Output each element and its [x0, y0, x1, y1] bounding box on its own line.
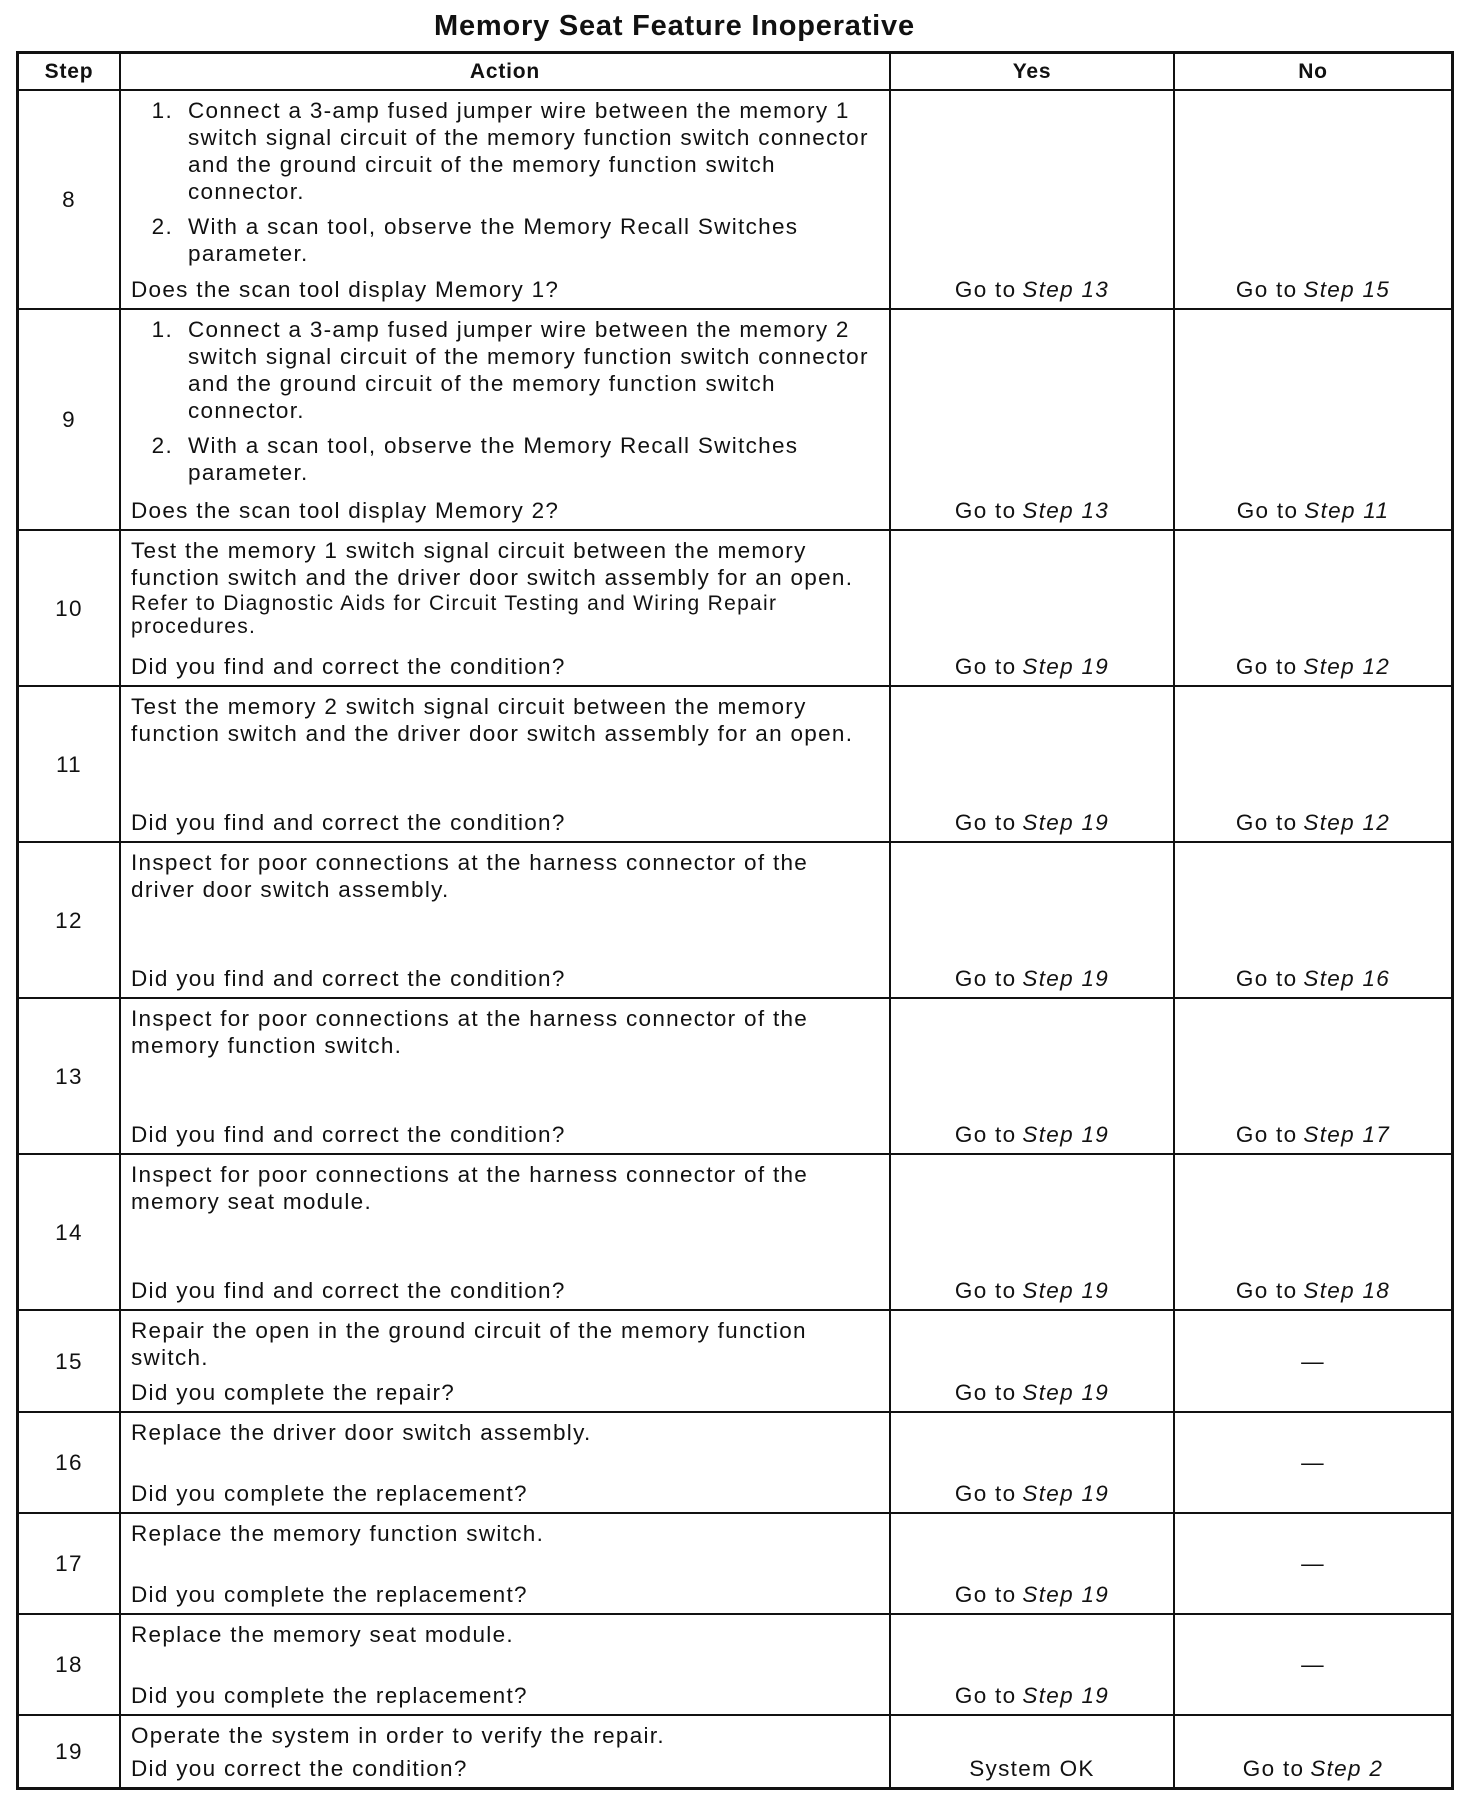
yes-cell: [889, 999, 1173, 1153]
yes-cell: [889, 1155, 1173, 1309]
instruction-text: With a scan tool, observe the Memory Recall Switches parameter.: [188, 433, 799, 485]
action-instructions: [131, 97, 879, 267]
action-instructions: [131, 849, 879, 903]
goto-step-target: Step 19: [1022, 654, 1110, 679]
action-instructions: [131, 316, 879, 486]
step-number: 15: [55, 1348, 83, 1374]
step-cell: [19, 843, 119, 997]
no-cell: [1173, 1311, 1451, 1411]
step-cell: [19, 999, 119, 1153]
step-number: 12: [55, 907, 83, 933]
yes-cell: [889, 310, 1173, 529]
yes-cell: [889, 1514, 1173, 1613]
instruction-text: Replace the driver door switch assembly.: [131, 1420, 592, 1445]
goto-prefix: Go to: [1242, 1756, 1305, 1781]
yes-cell: [889, 1615, 1173, 1714]
instruction-text: Replace the memory function switch.: [131, 1521, 545, 1546]
instruction-text: Inspect for poor connections at the harness connector of the memory function switch.: [131, 1006, 809, 1058]
step-number: 11: [56, 751, 82, 777]
action-cell: [119, 1155, 889, 1309]
page-title: Memory Seat Feature Inoperative: [434, 10, 915, 42]
step-number: 18: [55, 1652, 83, 1677]
step-row: [19, 1512, 1451, 1613]
no-cell: [1173, 310, 1451, 529]
goto-step-target: Step 19: [1022, 810, 1110, 835]
action-question: Did you find and correct the condition?: [131, 810, 566, 835]
goto-step-target: Step 12: [1303, 654, 1391, 679]
step-row: [19, 89, 1451, 308]
yes-cell: [889, 843, 1173, 997]
goto-step-target: Step 19: [1022, 1683, 1110, 1708]
action-cell: [119, 687, 889, 841]
instruction-text: Replace the memory seat module.: [131, 1622, 514, 1647]
instruction-number: 1.: [151, 317, 173, 342]
step-row: [19, 1411, 1451, 1512]
step-number: 17: [55, 1551, 83, 1576]
goto-prefix: Go to: [954, 810, 1017, 835]
step-row: [19, 997, 1451, 1153]
step-cell: [19, 687, 119, 841]
instruction-item: [131, 316, 879, 424]
goto-step-target: Step 16: [1303, 966, 1391, 991]
goto-step-target: Step 19: [1022, 1122, 1110, 1147]
step-row: [19, 1714, 1451, 1787]
yes-cell: [889, 1413, 1173, 1512]
goto-step-target: Step 19: [1022, 1278, 1110, 1303]
goto-prefix: Go to: [954, 1380, 1017, 1405]
instruction-text: Repair the open in the ground circuit of the memory function switch.: [131, 1318, 807, 1370]
step-row: [19, 685, 1451, 841]
instruction-text: Test the memory 1 switch signal circuit between the memory function switch and the driver door switch assembly for an open.: [131, 538, 854, 590]
goto-prefix: Go to: [954, 654, 1017, 679]
instruction-number: 2.: [151, 214, 173, 239]
goto-step-target: Step 13: [1022, 498, 1110, 523]
action-cell: [119, 1514, 889, 1613]
header-action: Action: [119, 54, 889, 89]
step-number: 19: [55, 1739, 83, 1764]
no-cell: [1173, 1413, 1451, 1512]
goto-step-target: Step 17: [1303, 1122, 1391, 1147]
action-question: Did you find and correct the condition?: [131, 1278, 566, 1303]
no-cell: [1173, 687, 1451, 841]
goto-prefix: Go to: [1235, 654, 1298, 679]
goto-prefix: Go to: [1235, 277, 1298, 302]
action-instructions: [131, 1161, 879, 1215]
action-question: Did you complete the repair?: [131, 1380, 456, 1405]
goto-prefix: Go to: [1235, 966, 1298, 991]
table-header-row: [19, 54, 1451, 89]
goto-prefix: Go to: [1235, 1122, 1298, 1147]
action-question: Did you correct the condition?: [131, 1756, 468, 1781]
instruction-text: Connect a 3-amp fused jumper wire between the memory 1 switch signal circuit of the memory function switch connector and the ground circuit of the memory function switch connector.: [188, 98, 869, 204]
step-number: 8: [62, 187, 76, 212]
not-applicable-dash: —: [1301, 1450, 1325, 1475]
action-instructions: [131, 1317, 879, 1371]
no-cell: [1173, 91, 1451, 308]
step-row: [19, 1613, 1451, 1714]
step-cell: [19, 1155, 119, 1309]
step-cell: [19, 1716, 119, 1787]
step-number: 14: [55, 1219, 83, 1245]
yes-cell: [889, 531, 1173, 685]
instruction-text: Inspect for poor connections at the harness connector of the memory seat module.: [131, 1162, 809, 1214]
instruction-item: [131, 432, 879, 486]
instruction-text: Operate the system in order to verify the repair.: [131, 1723, 665, 1748]
goto-step-target: Step 13: [1022, 277, 1110, 302]
no-cell: [1173, 1615, 1451, 1714]
step-row: [19, 308, 1451, 529]
step-cell: [19, 91, 119, 308]
goto-step-target: Step 11: [1304, 498, 1390, 523]
goto-prefix: Go to: [1236, 498, 1299, 523]
yes-cell: [889, 687, 1173, 841]
step-cell: [19, 1615, 119, 1714]
instruction-text: Test the memory 2 switch signal circuit between the memory function switch and the driver door switch assembly for an open.: [131, 694, 854, 746]
action-question: Does the scan tool display Memory 2?: [131, 498, 560, 523]
action-question: Did you find and correct the condition?: [131, 1122, 566, 1147]
action-instructions: [131, 1419, 879, 1446]
action-question: Did you complete the replacement?: [131, 1481, 528, 1506]
yes-cell: [889, 91, 1173, 308]
step-row: [19, 1153, 1451, 1309]
instruction-text: Inspect for poor connections at the harness connector of the driver door switch assembly.: [131, 850, 809, 902]
instruction-number: 1.: [151, 98, 173, 123]
not-applicable-dash: —: [1301, 1348, 1325, 1374]
action-instructions: [131, 1520, 879, 1547]
action-instructions: [131, 1005, 879, 1059]
yes-cell: [889, 1716, 1173, 1787]
instruction-item: [131, 97, 879, 205]
header-yes: Yes: [889, 54, 1173, 89]
goto-prefix: Go to: [1235, 1278, 1298, 1303]
goto-prefix: Go to: [954, 966, 1017, 991]
no-cell: [1173, 999, 1451, 1153]
action-cell: [119, 1615, 889, 1714]
action-cell: [119, 999, 889, 1153]
step-cell: [19, 531, 119, 685]
action-question: Did you complete the replacement?: [131, 1582, 528, 1607]
goto-step-target: Step 19: [1022, 1481, 1110, 1506]
goto-step-target: Step 15: [1303, 277, 1391, 302]
action-cell: [119, 531, 889, 685]
goto-prefix: Go to: [954, 1278, 1017, 1303]
goto-step-target: Step 12: [1303, 810, 1391, 835]
goto-step-target: Step 19: [1022, 1380, 1110, 1405]
action-cell: [119, 1413, 889, 1512]
no-cell: [1173, 1514, 1451, 1613]
instruction-item: [131, 213, 879, 267]
step-cell: [19, 1514, 119, 1613]
goto-prefix: Go to: [954, 1683, 1017, 1708]
instruction-text: Connect a 3-amp fused jumper wire between the memory 2 switch signal circuit of the memory function switch connector and the ground circuit of the memory function switch connector.: [188, 317, 869, 423]
not-applicable-dash: —: [1301, 1551, 1325, 1576]
instruction-text: With a scan tool, observe the Memory Recall Switches parameter.: [188, 214, 799, 266]
step-cell: [19, 1413, 119, 1512]
step-number: 10: [55, 595, 83, 621]
goto-prefix: Go to: [954, 1582, 1017, 1607]
action-question: Did you complete the replacement?: [131, 1683, 528, 1708]
action-instructions: [131, 537, 879, 638]
step-row: [19, 529, 1451, 685]
action-question: Did you find and correct the condition?: [131, 654, 566, 679]
no-cell: [1173, 843, 1451, 997]
action-cell: [119, 91, 889, 308]
action-instructions: [131, 1722, 879, 1749]
step-number: 9: [62, 407, 76, 432]
action-cell: [119, 1716, 889, 1787]
action-cell: [119, 843, 889, 997]
goto-prefix: Go to: [954, 498, 1017, 523]
goto-prefix: Go to: [954, 1122, 1017, 1147]
action-cell: [119, 1311, 889, 1411]
action-cell: [119, 310, 889, 529]
goto-prefix: Go to: [954, 1481, 1017, 1506]
header-no: No: [1173, 54, 1451, 89]
goto-step-target: Step 18: [1303, 1278, 1391, 1303]
action-question: Does the scan tool display Memory 1?: [131, 277, 560, 302]
goto-step-target: Step 19: [1022, 966, 1110, 991]
instruction-number: 2.: [151, 433, 173, 458]
no-cell: [1173, 1155, 1451, 1309]
step-cell: [19, 1311, 119, 1411]
header-step: Step: [44, 60, 94, 83]
no-cell: [1173, 531, 1451, 685]
step-number: 16: [55, 1450, 83, 1475]
goto-step-target: Step 19: [1022, 1582, 1110, 1607]
goto-prefix: Go to: [1235, 810, 1298, 835]
step-number: 13: [55, 1063, 83, 1089]
no-cell: [1173, 1716, 1451, 1787]
result-text: System OK: [969, 1756, 1095, 1781]
not-applicable-dash: —: [1301, 1652, 1325, 1677]
goto-prefix: Go to: [954, 277, 1017, 302]
diagnostic-table: [16, 51, 1454, 1790]
yes-cell: [889, 1311, 1173, 1411]
action-question: Did you find and correct the condition?: [131, 966, 566, 991]
reference-note: Refer to Diagnostic Aids for Circuit Testing and Wiring Repair procedures.: [131, 592, 778, 638]
action-instructions: [131, 693, 879, 747]
goto-step-target: Step 2: [1310, 1756, 1384, 1781]
action-instructions: [131, 1621, 879, 1648]
step-row: [19, 1309, 1451, 1411]
step-row: [19, 841, 1451, 997]
step-cell: [19, 310, 119, 529]
